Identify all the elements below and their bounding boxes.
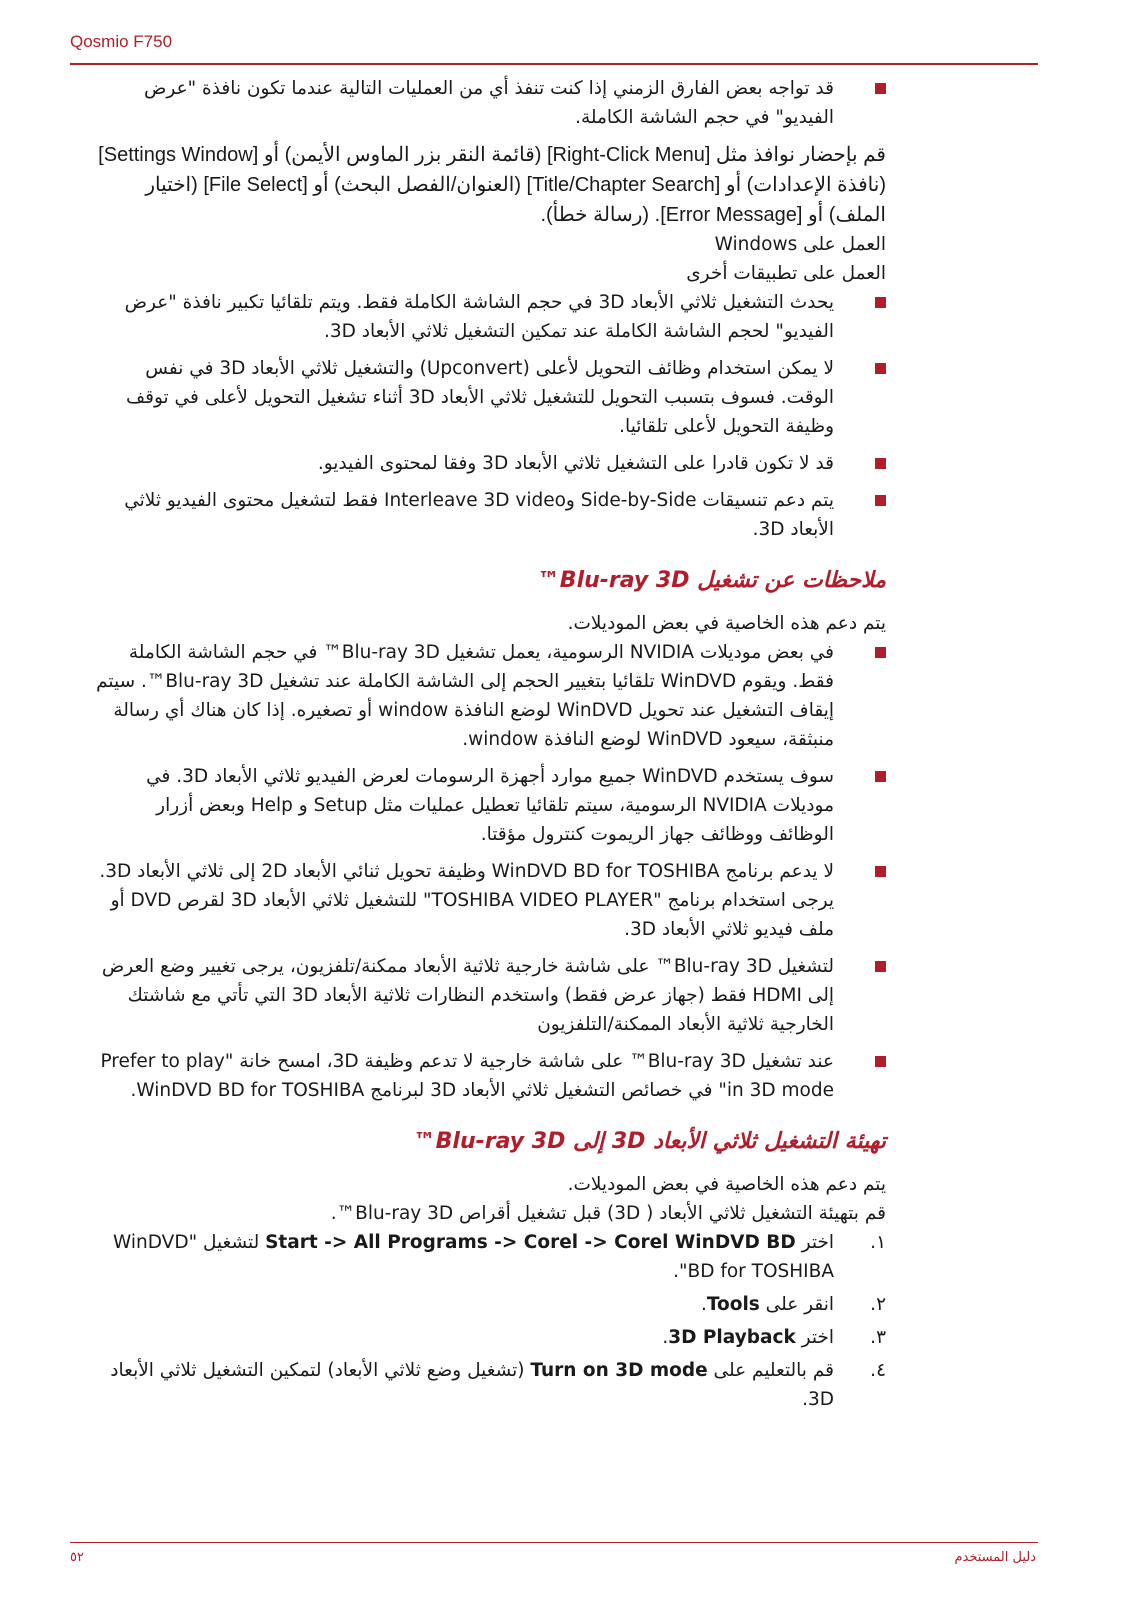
bullet-square-icon xyxy=(875,495,886,506)
bullet-text: يتم دعم تنسيقات Side-by-Side وInterleave 3D video فقط لتشغيل محتوى الفيديو ثلاثي الأبعاد 3D. xyxy=(124,490,834,540)
step-text: . xyxy=(662,1327,669,1348)
page-number: ٥٢ xyxy=(70,1550,84,1565)
setup-steps xyxy=(88,1228,886,1414)
step-text: اختر xyxy=(795,1232,834,1253)
bullet-square-icon xyxy=(875,83,886,94)
page-content xyxy=(88,74,886,1418)
list-item xyxy=(88,74,886,132)
section-intro-2: قم بتهيئة التشغيل ثلاثي الأبعاد ( 3D) قبل تشغيل أقراص Blu-ray 3D™. xyxy=(330,1203,886,1224)
step-item xyxy=(88,1356,886,1414)
bullet-text: يحدث التشغيل ثلاثي الأبعاد 3D في حجم الشاشة الكاملة فقط. ويتم تلقائيا تكبير نافذة "عرض الفيديو" لحجم الشاشة الكاملة عند تمكين التشغيل ثلاثي الأبعاد 3D. xyxy=(124,292,834,342)
step-text: . xyxy=(700,1294,707,1315)
bullet-square-icon xyxy=(875,866,886,877)
list-item xyxy=(88,486,886,544)
step-text: لتشغيل "WinDVD BD for TOSHIBA". xyxy=(113,1232,834,1282)
sub-paragraph: العمل على تطبيقات أخرى xyxy=(686,263,886,284)
step-command: 3D Playback xyxy=(668,1327,796,1348)
bullet-square-icon xyxy=(875,363,886,374)
bullet-square-icon xyxy=(875,647,886,658)
bullet-text: لا يمكن استخدام وظائف التحويل لأعلى (Upconvert) والتشغيل ثلاثي الأبعاد 3D في نفس الوقت. فسوف بتسبب التحويل للتشغيل ثلاثي الأبعاد 3D أثناء تشغيل التحويل لأعلى في توقف وظيفة التحويل لأعلى تلقائيا. xyxy=(125,358,834,437)
header-rule xyxy=(70,63,1038,65)
bullet-square-icon xyxy=(875,1056,886,1067)
step-text: انقر على xyxy=(759,1294,834,1315)
bullet-text: سوف يستخدم WinDVD جميع موارد أجهزة الرسومات لعرض الفيديو ثلاثي الأبعاد 3D. في موديلات NVIDIA الرسومية، سيتم تلقائيا تعطيل عمليات مثل Setup و Help وبعض أزرار الوظائف ووظائف جهاز الريموت كنترول مؤقتا. xyxy=(146,766,834,845)
bullet-square-icon xyxy=(875,771,886,782)
list-item xyxy=(88,762,886,849)
step-command: Tools xyxy=(706,1294,760,1315)
list-item xyxy=(88,952,886,1039)
bullet-square-icon xyxy=(875,961,886,972)
list-item xyxy=(88,638,886,754)
section-heading-setup: تهيئة التشغيل ثلاثي الأبعاد 3D إلى Blu-ray 3D™ xyxy=(413,1129,886,1154)
step-number: ٢. xyxy=(870,1294,886,1315)
step-command: Start -> All Programs -> Corel -> Corel WinDVD BD xyxy=(265,1232,796,1253)
step-number: ٣. xyxy=(870,1327,886,1348)
step-text: قم بالتعليم على xyxy=(707,1360,834,1381)
footer-rule xyxy=(70,1542,1038,1543)
section-heading-notes: ملاحظات عن تشغيل Blu-ray 3D™ xyxy=(537,568,886,593)
list-item xyxy=(88,288,886,346)
step-item xyxy=(88,1290,886,1319)
step-text: اختر xyxy=(795,1327,834,1348)
sub-paragraph: قم بإحضار نوافذ مثل [Right-Click Menu] (قائمة النقر بزر الماوس الأيمن) أو [Settings Window] (نافذة الإعدادات) أو [Title/Chapter Search] (العنوان/الفصل البحث) أو [File Select] (اختيار الملف) أو [Error Message]. (رسالة خطأ). xyxy=(98,144,886,226)
step-item xyxy=(88,1323,886,1352)
step-item xyxy=(88,1228,886,1286)
step-text: (تشغيل وضع ثلاثي الأبعاد) لتمكين التشغيل ثلاثي الأبعاد 3D. xyxy=(110,1360,834,1410)
step-command: Turn on 3D mode xyxy=(530,1360,708,1381)
step-number: ١. xyxy=(870,1232,886,1253)
section-intro: يتم دعم هذه الخاصية في بعض الموديلات. xyxy=(567,1174,886,1195)
bullet-text: لا يدعم برنامج WinDVD BD for TOSHIBA وظيفة تحويل ثنائي الأبعاد 2D إلى ثلاثي الأبعاد 3D. يرجى استخدام برنامج "TOSHIBA VIDEO PLAYER" للتشغيل ثلاثي الأبعاد 3D لقرص DVD أو ملف فيديو ثلاثي الأبعاد 3D. xyxy=(99,861,834,940)
bullet-square-icon xyxy=(875,297,886,308)
bullet-text: لتشغيل Blu-ray 3D™ على شاشة خارجية ثلاثية الأبعاد ممكنة/تلفزيون، يرجى تغيير وضع العرض إلى HDMI فقط (جهاز عرض فقط) واستخدم النظارات ثلاثية الأبعاد 3D التي تأتي مع شاشتك الخارجية ثلاثية الأبعاد الممكنة/التلفزيون xyxy=(101,956,834,1035)
list-item xyxy=(88,449,886,478)
sub-paragraph: العمل على Windows xyxy=(714,234,886,255)
bullet-square-icon xyxy=(875,458,886,469)
step-number: ٤. xyxy=(870,1360,886,1381)
list-item xyxy=(88,857,886,944)
header-title: Qosmio F750 xyxy=(70,32,173,51)
bullet-text: عند تشغيل Blu-ray 3D™ على شاشة خارجية لا تدعم وظيفة 3D، امسح خانة "Prefer to play in 3D mode" في خصائص التشغيل ثلاثي الأبعاد 3D لبرنامج WinDVD BD for TOSHIBA. xyxy=(100,1051,834,1101)
bullet-text: قد تواجه بعض الفارق الزمني إذا كنت تنفذ أي من العمليات التالية عندما تكون نافذة "عرض الفيديو" في حجم الشاشة الكاملة. xyxy=(144,78,834,128)
bullet-text: في بعض موديلات NVIDIA الرسومية، يعمل تشغيل Blu-ray 3D™ في حجم الشاشة الكاملة فقط. ويقوم WinDVD تلقائيا بتغيير الحجم إلى الشاشة الكاملة عند تشغيل Blu-ray 3D™. سيتم إيقاف التشغيل عند تحويل WinDVD لوضع النافذة window أو تصغيره. إذا كان هناك أي رسالة منبثقة، سيعود WinDVD لوضع النافذة window. xyxy=(96,642,834,750)
section-intro: يتم دعم هذه الخاصية في بعض الموديلات. xyxy=(567,613,886,634)
list-item xyxy=(88,1047,886,1105)
bullet-text: قد لا تكون قادرا على التشغيل ثلاثي الأبعاد 3D وفقا لمحتوى الفيديو. xyxy=(317,453,834,474)
list-item xyxy=(88,354,886,441)
footer-guide-label: دليل المستخدم xyxy=(954,1550,1036,1565)
